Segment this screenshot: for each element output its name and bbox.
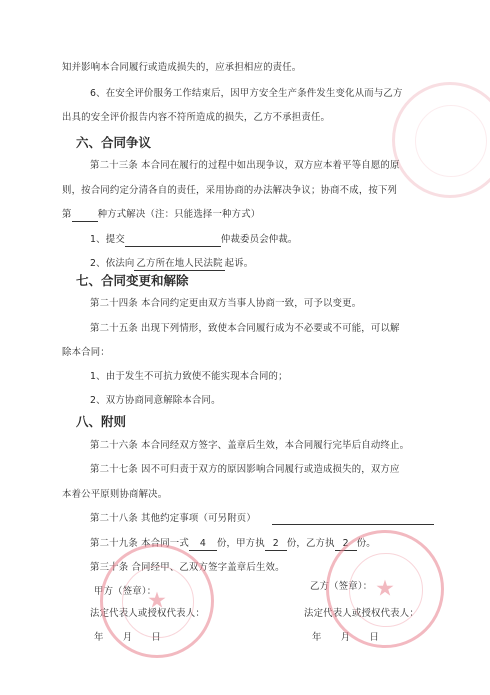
seal-star-icon: ★ [375,576,395,602]
party-a-date: 年 月 日 [94,632,162,643]
text-line [90,234,298,247]
copies-party-a: 2 [265,538,287,551]
copies-party-b: 2 [335,538,357,551]
text-line: 出具的安全评价报告内容不符所造成的损失，乙方不承担责任。 [62,112,331,123]
text-fragment: 2、依法向 [90,258,135,269]
party-b-seal [326,530,444,648]
text-line: 第二十三条 本合同在履行的过程中如出现争议，双方应本着平等自愿的原 [90,160,400,171]
text-line [90,513,256,525]
seal-star-icon: ★ [147,588,167,614]
text-fragment: 起诉。 [224,258,254,269]
text-line: 则，按合同约定分清各自的责任，采用协商的办法解决争议；协商不成，按下列 [62,185,398,196]
text-line [90,258,253,271]
text-line: 本着公平原则协商解决。 [62,489,168,500]
text-line: 第二十六条 本合同经双方签字、盖章后生效，本合同履行完毕后自动终止。 [90,440,410,451]
text-fragment: 第二十九条 本合同一式 [90,538,189,549]
text-line: 除本合同： [62,347,110,358]
section-heading-amend: 七、合同变更和解除 [76,273,189,288]
section-heading-dispute: 六、合同争议 [76,135,152,150]
text-fragment: 仲裁委员会仲裁。 [220,234,298,245]
text-line: 第二十四条 本合同约定更由双方当事人协商一致，可予以变更。 [90,298,362,309]
text-fragment: 份，甲方执 [216,538,265,549]
copies-total: 4 [189,538,217,551]
text-fragment: 种方式解决（注：只能选择一种方式） [97,209,261,220]
party-a-signature-label: 甲方（签章）： [94,586,157,597]
section-heading-supplementary: 八、附则 [76,414,127,429]
text-line: 第二十七条 因不可归责于双方的原因影响合同履行或造成损失的，双方应 [90,464,400,475]
text-fragment: 1、提交 [90,234,125,245]
watermark-stamp-top [392,82,490,198]
text-fragment: 份，乙方执 [286,538,335,549]
text-line: 6、在安全评价服务工作结束后，因甲方安全生产条件发生变化从而与乙方 [90,88,403,99]
party-b-representative-label: 法定代表人或授权代表人： [304,608,419,619]
text-fragment: 第二十八条 其他约定事项（可另附页） [90,513,256,524]
text-line: 知并影响本合同履行或造成损失的，应承担相应的责任。 [62,62,302,73]
filled-field: 乙方所在地人民法院 [136,258,223,269]
party-a-representative-label: 法定代表人或授权代表人： [90,608,205,619]
party-b-signature-label: 乙方（签章）： [310,581,373,592]
text-fragment: 份。 [356,538,376,549]
text-line: 第三十条 合同经甲、乙双方签字盖章后生效。 [90,562,285,573]
blank-field [72,209,98,222]
party-a-seal [100,544,214,658]
text-fragment: 第 [62,209,72,220]
blank-field [272,513,434,525]
text-line: 2、双方协商同意解除本合同。 [90,395,221,406]
text-line: 1、由于发生不可抗力致使不能实现本合同的； [90,371,288,382]
text-line: 第二十五条 出现下列情形，致使本合同履行成为不必要或不可能，可以解 [90,323,400,334]
text-line [62,209,260,222]
party-b-date: 年 月 日 [312,632,380,643]
blank-field [125,234,221,247]
